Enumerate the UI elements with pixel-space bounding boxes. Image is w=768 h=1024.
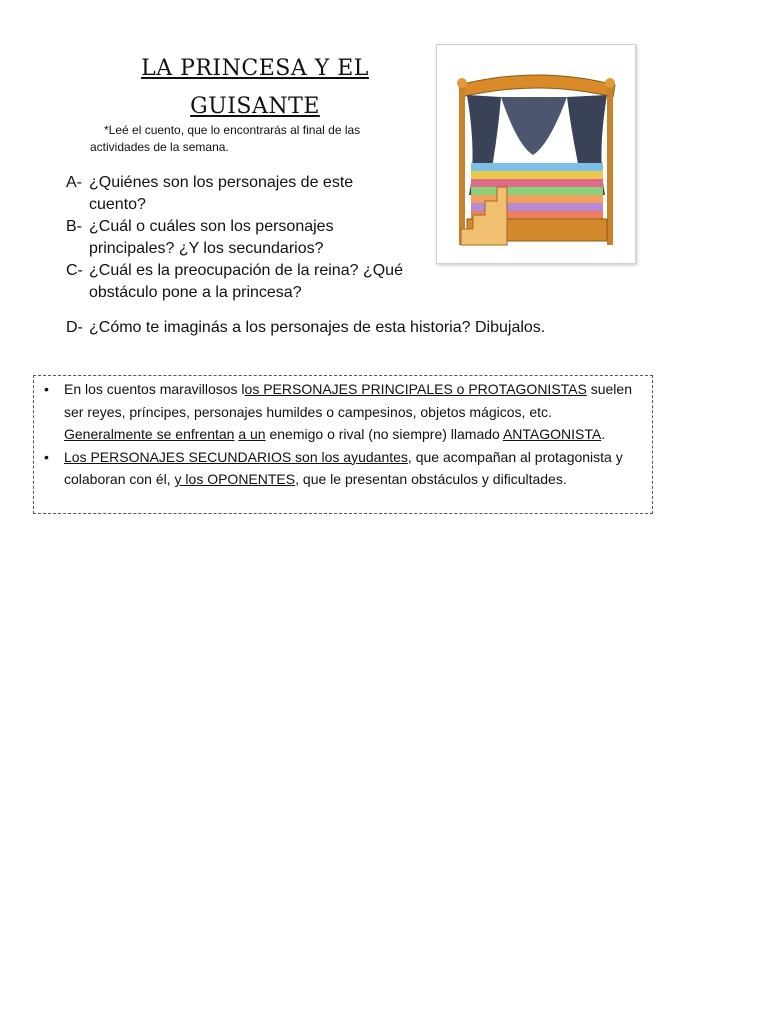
- bullet: •: [44, 448, 49, 465]
- info-text: [64, 446, 642, 491]
- info-item-protagonists: [44, 378, 642, 446]
- info-text-part: suelen ser reyes, príncipes, personajes humildes o campesinos, objetos mágicos, etc.: [64, 381, 632, 420]
- info-text-underlined: ANTAGONISTA: [502, 426, 602, 442]
- info-list: [44, 378, 642, 491]
- question-b: [66, 216, 411, 260]
- info-text: [64, 378, 642, 446]
- question-c: [66, 260, 411, 304]
- info-text-part: , que le presentan obstáculos y dificultades.: [295, 471, 567, 487]
- intro-note: *Leé el cuento, que lo encontrarás al final de las actividades de la semana.: [90, 123, 361, 154]
- question-text: ¿Cómo te imaginás a los personajes de esta historia? Dibujalos.: [89, 319, 546, 336]
- question-a: [66, 172, 411, 216]
- info-text-underlined: Los PERSONAJES SECUNDARIOS son los ayudantes: [64, 448, 408, 465]
- info-text-underlined: a un: [238, 426, 266, 442]
- question-letter: D-: [66, 319, 83, 336]
- princess-bed-picture: [436, 44, 636, 264]
- bullet: •: [44, 381, 49, 397]
- page-title: [120, 50, 390, 126]
- info-item-secondary: [44, 446, 642, 491]
- info-text-underlined: Generalmente se enfrentan: [64, 426, 235, 442]
- princess-bed-illustration-icon: [437, 45, 635, 263]
- info-text-part: enemigo o rival (no siempre) llamado: [265, 426, 503, 442]
- info-text-underlined: os PERSONAJES PRINCIPALES o PROTAGONISTAS: [244, 381, 587, 397]
- question-text: ¿Cuál o cuáles son los personajes principales? ¿Y los secundarios?: [89, 218, 334, 257]
- info-text-underlined: y los OPONENTES: [174, 471, 296, 487]
- title-line-1: LA PRINCESA Y EL: [141, 56, 369, 81]
- question-text: ¿Quiénes son los personajes de este cuento?: [89, 174, 354, 213]
- info-text-part: En los cuentos maravillosos l: [64, 381, 245, 397]
- question-letter: A-: [66, 174, 82, 191]
- question-letter: B-: [66, 218, 82, 235]
- question-d: [66, 317, 666, 339]
- questions-list: [66, 172, 411, 304]
- info-text-part: .: [601, 426, 606, 442]
- title-line-2: GUISANTE: [190, 94, 320, 119]
- info-text-part: , que acompañan al protagonista y colaboran con él,: [64, 448, 623, 487]
- info-box: [33, 375, 653, 514]
- question-letter: C-: [66, 262, 83, 279]
- question-text: ¿Cuál es la preocupación de la reina? ¿Qué obstáculo pone a la princesa?: [89, 262, 403, 301]
